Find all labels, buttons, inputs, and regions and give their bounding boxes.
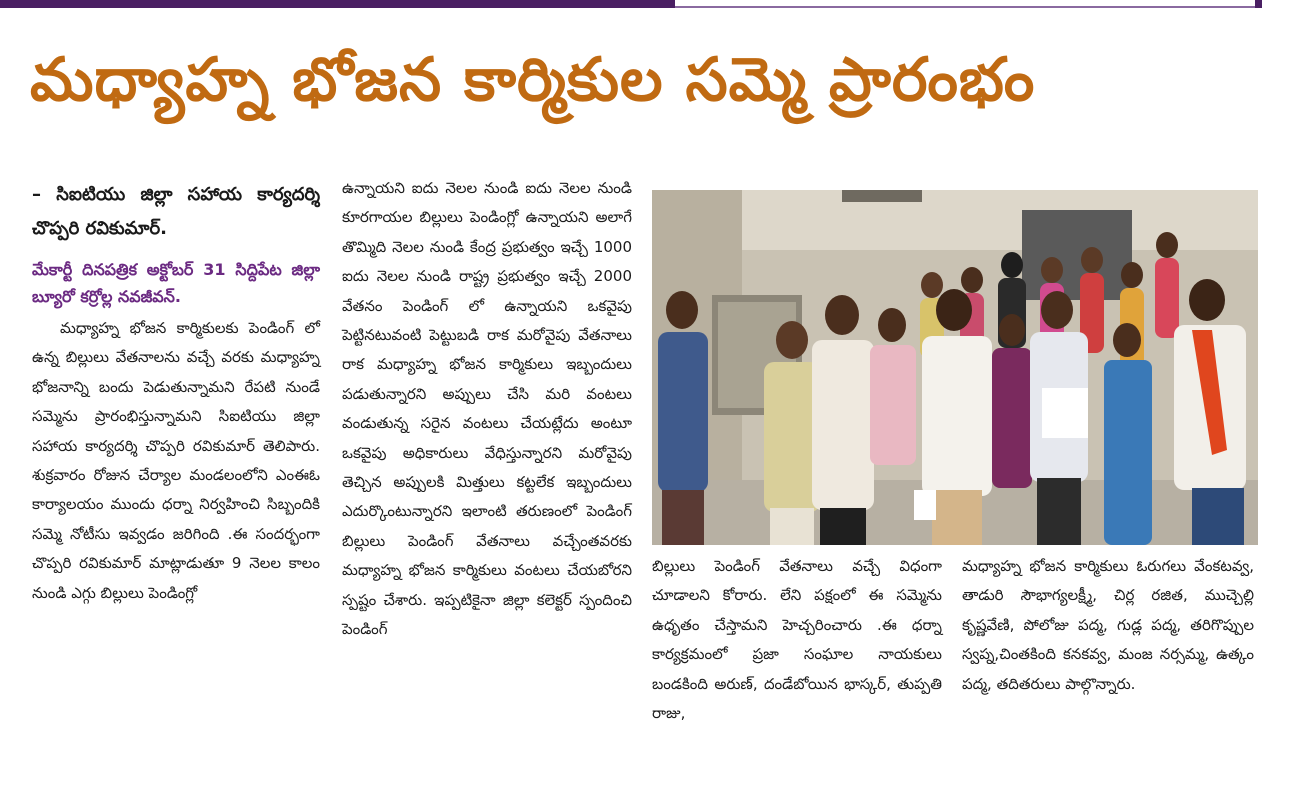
masthead-bar-notch	[675, 0, 1255, 8]
article-column-4	[962, 552, 1254, 699]
article-column-1	[32, 178, 320, 608]
article-paragraph-4: మధ్యాహ్న భోజన కార్మికులు ఓరుగలు వేంకటవ్వ, తాడురి సౌభాగ్యలక్ష్మీ, చిర్ల రజిత, ముచ్చెల్లి కృష్ణవేణి, పోలోజు పద్మ, గుడ్ల పద్మ, తరిగొప్పుల స్వప్న,చింతకింది కనకవ్వ, మంజ నర్సమ్మ, ఉత్కం పద్మ, తదితరులు పాల్గొన్నారు.	[962, 557, 1254, 693]
article-paragraph-2: ఉన్నాయని ఐదు నెలల నుండి ఐదు నెలల నుండి కూరగాయల బిల్లులు పెండింగ్లో ఉన్నాయని అలాగే తొమ్మిది నెలల నుండి కేంద్ర ప్రభుత్వం ఇచ్చే 1000 ఐదు నెలల నుండి రాష్ట్ర ప్రభుత్వం ఇచ్చే 2000 వేతనం పెండింగ్ లో ఉన్నాయని ఒకవైపు పెట్టినటువంటి పెట్టుబడి రాక మరోవైపు వేతనాలు రాక మధ్యాహ్న భోజన కార్మికులు ఇబ్బందులు పడుతున్నారని అప్పులు చేసి మరి వంటలు వండుతున్న సరైన వంటలు చేయట్లేదు అంటూ ఒకవైపు అధికారులు వేధిస్తున్నారని మరోవైపు తెచ్చిన అప్పులకి మిత్తులు కట్టలేక ఇబ్బందులు ఎదుర్కొంటున్నారని ఇలాంటి తరుణంలో పెండింగ్ బిల్లులు పెండింగ్ వేతనాలు వచ్చేంతవరకు మధ్యాహ్న భోజన కార్మికులు వంటలు చేయబోరని స్పష్టం చేశారు. ఇప్పటికైనా జిల్లా కలెక్టర్ స్పందించి పెండింగ్	[342, 179, 632, 639]
article-dateline: మేకార్టీ దినపత్రిక అక్టోబర్ 31 సిద్దిపేట జిల్లా బ్యూరో కర్రోల్ల నవజీవన్.	[32, 260, 320, 306]
page-headline: మధ్యాహ్న భోజన కార్మికుల సమ్మె ప్రారంభం	[30, 45, 1036, 115]
article-column-2	[342, 174, 632, 645]
article-paragraph-3: బిల్లులు పెండింగ్ వేతనాలు వచ్చే విధంగా చూడాలని కోరారు. లేని పక్షంలో ఈ సమ్మెను ఉధృతం చేస్తామని హెచ్చరించారు .ఈ ధర్నా కార్యక్రమంలో ప్రజా సంఘాల నాయకులు బండకింది అరుణ్, దండేబోయిన భాస్కర్, తుప్పతి రాజు,	[652, 557, 942, 723]
article-column-3	[652, 552, 942, 728]
article-paragraph-1: మధ్యాహ్న భోజన కార్మికులకు పెండింగ్ లో ఉన్న బిల్లులు వేతనాలను వచ్చే వరకు మధ్యాహ్న భోజనాన్ని బందు పెడుతున్నామని రేపటి నుండే సమ్మెను ప్రారంభిస్తున్నామని సిఐటియు జిల్లా సహాయ కార్యదర్శి చొప్పరి రవికుమార్ తెలిపారు. శుక్రవారం రోజున చేర్యాల మండలంలోని ఎంఈఓ కార్యాలయం ముందు ధర్నా నిర్వహించి సిబ్బందికి సమ్మె నోటీసు ఇవ్వడం జరిగింది .ఈ సందర్భంగా చొప్పరి రవికుమార్ మాట్లాడుతూ 9 నెలల కాలం నుండి ఎగ్గు బిల్లులు పెండింగ్లో	[32, 319, 320, 602]
news-photo	[652, 190, 1258, 545]
article-subhead: – సిఐటియు జిల్లా సహాయ కార్యదర్శి చొప్పరి రవికుమార్.	[32, 184, 320, 239]
group-protest-photo	[652, 190, 1258, 545]
